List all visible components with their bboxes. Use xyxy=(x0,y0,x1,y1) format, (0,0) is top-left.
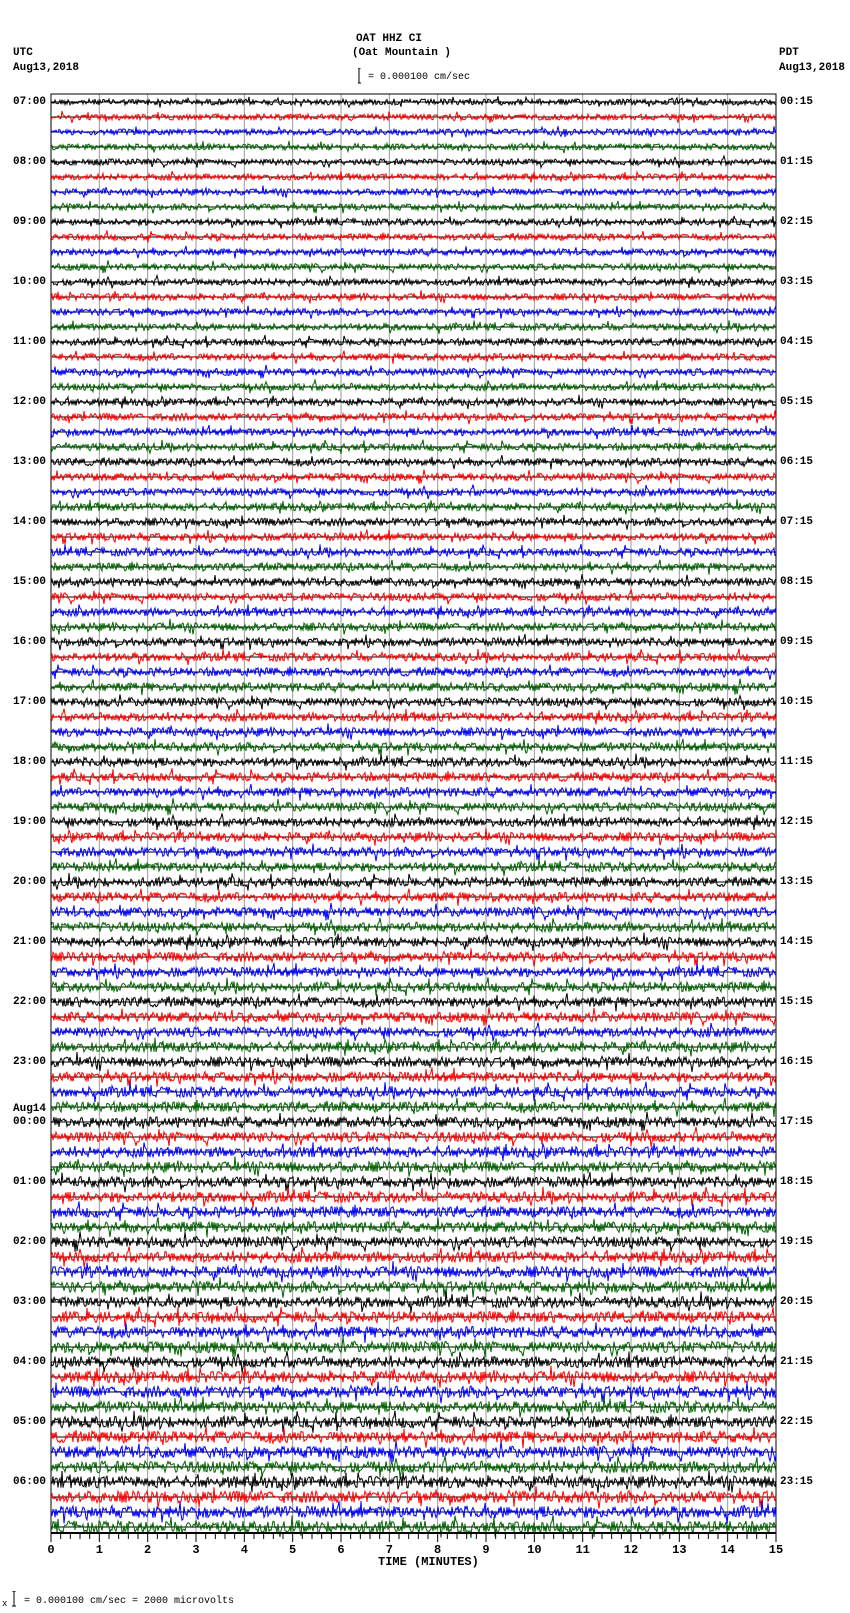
seismic-trace xyxy=(51,679,776,696)
seismic-trace xyxy=(51,1201,776,1221)
x-tick-label: 5 xyxy=(289,1543,297,1557)
left-date: Aug13,2018 xyxy=(13,62,80,74)
pdt-hour-label: 01:15 xyxy=(780,156,814,168)
x-tick-label: 12 xyxy=(623,1543,639,1557)
station-name: (Oat Mountain ) xyxy=(352,47,452,59)
pdt-hour-label: 22:15 xyxy=(780,1416,814,1428)
pdt-hour-label: 12:15 xyxy=(780,816,814,828)
utc-hour-label: 07:00 xyxy=(13,96,47,108)
pdt-hour-label: 15:15 xyxy=(780,996,814,1008)
utc-hour-label: 10:00 xyxy=(13,276,47,288)
utc-hour-label: 19:00 xyxy=(13,816,47,828)
utc-hour-label: 21:00 xyxy=(13,936,47,948)
utc-hour-label: 23:00 xyxy=(13,1056,47,1068)
x-tick-label: 9 xyxy=(482,1543,490,1557)
x-tick-label: 7 xyxy=(385,1543,393,1557)
pdt-hour-label: 21:15 xyxy=(780,1356,814,1368)
utc-hour-label: 09:00 xyxy=(13,216,47,228)
pdt-hour-label: 18:15 xyxy=(780,1176,814,1188)
utc-hour-label: 05:00 xyxy=(13,1416,47,1428)
scale-text: = 0.000100 cm/sec xyxy=(368,72,471,83)
seismic-trace xyxy=(51,1456,776,1478)
station-title: OAT HHZ CI xyxy=(356,33,423,45)
seismic-trace xyxy=(51,1441,776,1463)
utc-hour-label: 02:00 xyxy=(13,1236,47,1248)
utc-hour-label: 11:00 xyxy=(13,336,47,348)
x-tick-label: 15 xyxy=(768,1543,784,1557)
pdt-hour-label: 00:15 xyxy=(780,96,814,108)
pdt-hour-label: 02:15 xyxy=(780,216,814,228)
x-tick-label: 2 xyxy=(144,1543,152,1557)
pdt-hour-label: 14:15 xyxy=(780,936,814,948)
x-axis-label: TIME (MINUTES) xyxy=(378,1555,479,1569)
pdt-hour-label: 11:15 xyxy=(780,756,814,768)
scale-bar-icon xyxy=(358,68,364,89)
footer-scale-bar-icon xyxy=(12,1591,18,1611)
x-tick-label: 14 xyxy=(720,1543,735,1557)
x-tick-label: 8 xyxy=(434,1543,442,1557)
seismic-trace xyxy=(51,276,776,289)
x-tick-label: 6 xyxy=(337,1543,345,1557)
x-tick-label: 11 xyxy=(575,1543,590,1557)
pdt-hour-label: 16:15 xyxy=(780,1056,814,1068)
utc-hour-label: 08:00 xyxy=(13,156,47,168)
seismic-trace xyxy=(51,380,776,394)
x-tick-label: 4 xyxy=(240,1543,248,1557)
left-timezone: UTC xyxy=(13,47,33,59)
footer-scale-text: = 0.000100 cm/sec = 2000 microvolts xyxy=(24,1596,235,1607)
pdt-hour-label: 09:15 xyxy=(780,636,814,648)
footer-mark-icon: x xyxy=(2,1599,8,1609)
seismic-trace xyxy=(51,784,776,801)
utc-hour-label: 15:00 xyxy=(13,576,47,588)
utc-hour-label: 03:00 xyxy=(13,1296,47,1308)
utc-hour-label: 14:00 xyxy=(13,516,47,528)
utc-hour-label: 04:00 xyxy=(13,1356,47,1368)
pdt-hour-label: 20:15 xyxy=(780,1296,814,1308)
x-tick-label: 1 xyxy=(95,1543,103,1557)
pdt-hour-label: 19:15 xyxy=(780,1236,814,1248)
pdt-hour-label: 08:15 xyxy=(780,576,814,588)
x-tick-label: 13 xyxy=(672,1543,687,1557)
right-timezone: PDT xyxy=(779,47,799,59)
seismic-trace xyxy=(51,335,776,349)
right-date: Aug13,2018 xyxy=(779,62,846,74)
utc-hour-label: 17:00 xyxy=(13,696,47,708)
date-change-label: Aug14 xyxy=(13,1103,47,1115)
seismic-trace xyxy=(51,440,776,454)
pdt-hour-label: 13:15 xyxy=(780,876,814,888)
utc-hour-label: 20:00 xyxy=(13,876,47,888)
utc-hour-label: 22:00 xyxy=(13,996,47,1008)
utc-hour-label: 16:00 xyxy=(13,636,47,648)
x-tick-label: 3 xyxy=(192,1543,200,1557)
utc-hour-label: 18:00 xyxy=(13,756,47,768)
seismic-trace xyxy=(51,455,776,469)
utc-hour-label: 12:00 xyxy=(13,396,47,408)
pdt-hour-label: 10:15 xyxy=(780,696,814,708)
utc-hour-label: 01:00 xyxy=(13,1176,47,1188)
pdt-hour-label: 23:15 xyxy=(780,1476,814,1488)
pdt-hour-label: 06:15 xyxy=(780,456,814,468)
x-tick-label: 0 xyxy=(47,1543,55,1557)
pdt-hour-label: 07:15 xyxy=(780,516,814,528)
pdt-hour-label: 03:15 xyxy=(780,276,814,288)
utc-hour-label: 00:00 xyxy=(13,1116,47,1128)
utc-hour-label: 13:00 xyxy=(13,456,47,468)
utc-hour-label: 06:00 xyxy=(13,1476,47,1488)
pdt-hour-label: 17:15 xyxy=(780,1116,814,1128)
x-tick-label: 10 xyxy=(527,1543,542,1557)
seismic-trace xyxy=(51,365,776,379)
pdt-hour-label: 04:15 xyxy=(780,336,814,348)
pdt-hour-label: 05:15 xyxy=(780,396,814,408)
